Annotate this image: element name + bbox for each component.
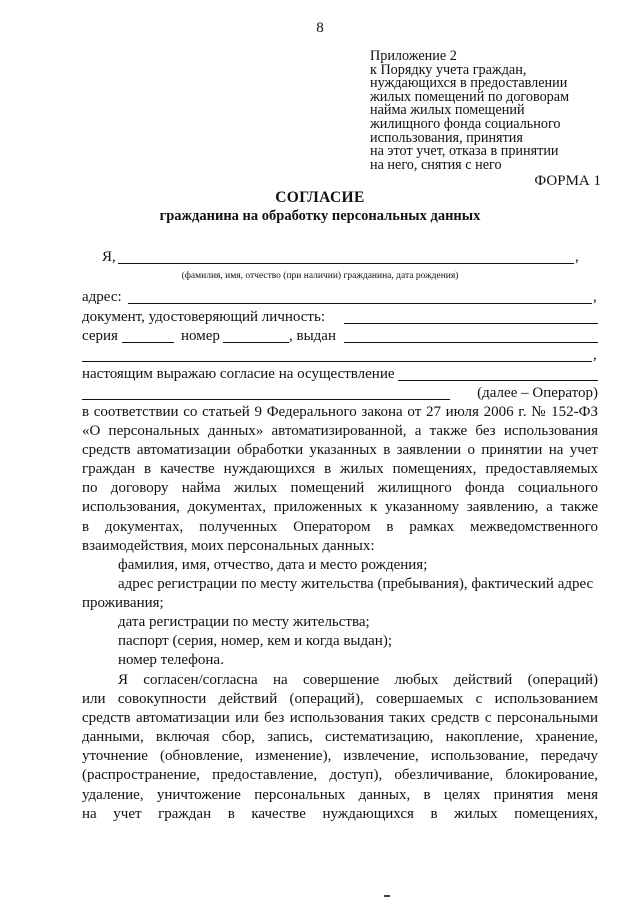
list-item: проживания; (82, 595, 164, 612)
issued-field-line[interactable] (344, 342, 598, 343)
text-line: данными, включая сбор, запись, систематизацию, накопление, хранение, (82, 729, 598, 746)
i-label: Я, (102, 249, 116, 265)
text-line: в документах, полученных Оператором в рамках межведомственного (82, 518, 598, 535)
appendix-line: использования, принятия (370, 129, 523, 146)
list-item: фамилия, имя, отчество, дата и место рождения; (118, 557, 428, 573)
text-line: «О персональных данных» автоматизированной, а также без использования (82, 423, 598, 440)
address-row (82, 289, 598, 307)
paragraph-2 (82, 671, 598, 824)
text-line: в соответствии со статьей 9 Федерального закона от 27 июля 2006 г. № 152-ФЗ (82, 404, 598, 420)
issued-continuation-line[interactable] (82, 361, 592, 362)
document-field-line[interactable] (344, 323, 598, 324)
operator-field-line[interactable] (398, 380, 598, 381)
text-line: уточнение (обновление, изменение), извлечение, использование, передачу (82, 748, 598, 765)
consent-row (82, 366, 598, 384)
text-line: по договору найма жилых помещений жилищного фонда социального (82, 480, 598, 497)
operator-label: (далее – Оператор) (477, 385, 598, 401)
blank-row (82, 347, 598, 365)
series-label: серия (82, 328, 118, 344)
text-line: граждан в качестве нуждающихся в жилых помещениях, предоставляемых (82, 461, 598, 478)
list-item: адрес регистрации по месту жительства (пребывания), фактический адрес (118, 576, 594, 593)
address-label: адрес: (82, 289, 122, 305)
address-field-line[interactable] (128, 303, 592, 304)
comma: , (593, 347, 597, 363)
text-line: средств автоматизации или без использования таких средств с персональными (82, 710, 598, 727)
issued-label: , выдан (289, 328, 336, 344)
number-label: номер (181, 328, 220, 344)
personal-data-list (82, 556, 598, 671)
document-label: документ, удостоверяющий личность: (82, 309, 325, 325)
operator-continuation-line[interactable] (82, 399, 450, 400)
text-line: Я согласен/согласна на совершение любых действий (операций) (118, 672, 598, 688)
paragraph-1 (82, 403, 598, 556)
number-field-line[interactable] (223, 342, 289, 343)
list-item: номер телефона. (118, 652, 224, 669)
document-subtitle: гражданина на обработку персональных данных (159, 208, 481, 224)
text-line: средств автоматизации обработки указанных в заявлении о принятии на учет (82, 442, 598, 459)
document-title: СОГЛАСИЕ (275, 189, 365, 206)
appendix-line: на него, снятия с него (370, 156, 502, 173)
name-row (82, 249, 598, 267)
comma: , (593, 289, 597, 305)
form-label: ФОРМА 1 (534, 173, 601, 189)
name-caption: (фамилия, имя, отчество (при наличии) гражданина, дата рождения) (181, 271, 459, 281)
appendix-line: к Порядку учета граждан, (370, 61, 527, 78)
appendix-line: найма жилых помещений (370, 102, 525, 119)
appendix-line: жилых помещений по договорам (370, 88, 570, 105)
text-line: на учет граждан в качестве нуждающихся в жилых помещениях, (82, 805, 598, 822)
comma: , (575, 249, 579, 265)
page-number: 8 (316, 20, 324, 36)
appendix-block (370, 50, 569, 172)
text-line: или совокупности действий (операций), совершаемых с использованием (82, 691, 598, 708)
appendix-line: Приложение 2 (370, 48, 457, 64)
text-line: использования, документах, приложенных к указанному заявлению, а также (82, 499, 598, 516)
appendix-line: жилищного фонда социального (370, 115, 561, 132)
scan-mark (384, 895, 390, 897)
name-field-line[interactable] (118, 263, 574, 264)
operator-row (82, 385, 598, 403)
text-line: взаимодействия, моих персональных данных: (82, 537, 375, 554)
consent-label: настоящим выражаю согласие на осуществление (82, 366, 395, 382)
passport-row (82, 328, 598, 346)
list-item: дата регистрации по месту жительства; (118, 614, 370, 631)
document-row (82, 309, 598, 327)
list-item: паспорт (серия, номер, кем и когда выдан); (118, 633, 392, 650)
series-field-line[interactable] (122, 342, 174, 343)
appendix-line: нуждающихся в предоставлении (370, 75, 568, 92)
text-line: удаление, уничтожение персональных данных, в целях принятия меня (82, 786, 598, 803)
text-line: (распространение, предоставление, доступ), обезличивание, блокирование, (82, 767, 598, 784)
appendix-line: на этот учет, отказа в принятии (370, 143, 559, 160)
